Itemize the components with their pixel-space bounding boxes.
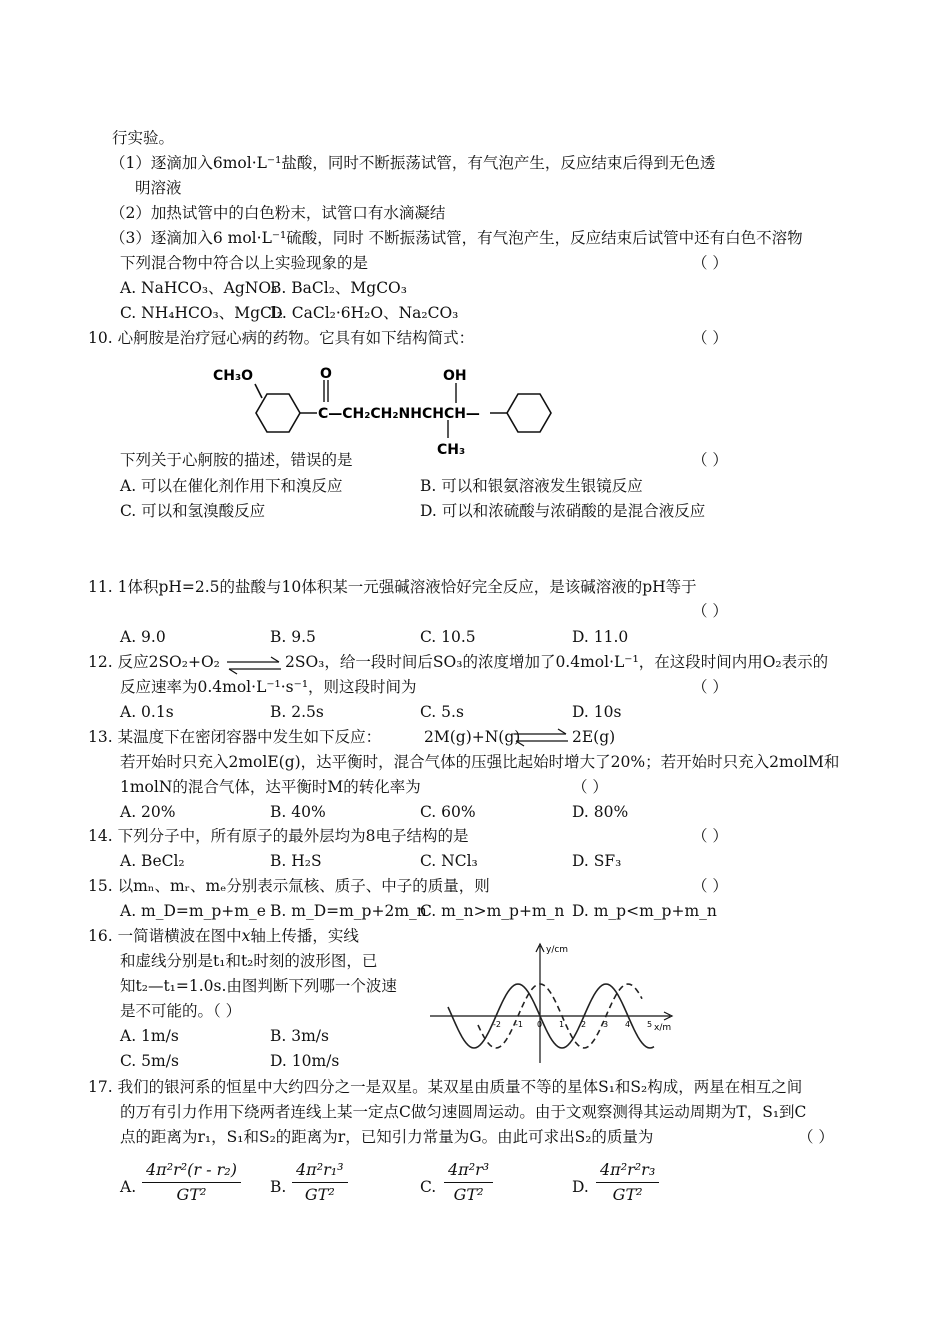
benzene-ring-right xyxy=(507,394,551,432)
q9-option-c: C. NH₄HCO₃、MgCl₂ xyxy=(120,304,284,322)
q9-question: 下列混合物中符合以上实验现象的是 xyxy=(120,254,369,272)
q17-option-a-label: A. xyxy=(120,1178,137,1196)
q13-stem-line3: 1molN的混合气体，达平衡时M的转化率为 xyxy=(120,778,421,796)
q10-option-d: D. 可以和浓硫酸与浓硝酸的是混合液反应 xyxy=(420,502,706,520)
q16-stem-line3: 知t₂—t₁=1.0s.由图判断下列哪一个波速 xyxy=(120,977,397,995)
q14-option-a: A. BeCl₂ xyxy=(120,852,185,870)
q11-stem: 11. 1体积pH=2.5的盐酸与10体积某一元强碱溶液恰好完全反应，是该碱溶液的pH等于 xyxy=(88,578,697,596)
formula-numerator: 4π²r²r₃ xyxy=(596,1160,659,1183)
hydroxyl-label: OH xyxy=(443,368,467,384)
q11-option-a: A. 9.0 xyxy=(120,628,166,646)
q12-option-a: A. 0.1s xyxy=(120,703,174,721)
q16-wave-graph xyxy=(428,938,678,1068)
q16-option-d: D. 10m/s xyxy=(270,1052,340,1070)
benzene-ring-left xyxy=(256,394,300,432)
q14-option-b: B. H₂S xyxy=(270,852,322,870)
x-tick-label: 4 xyxy=(625,1020,631,1029)
reversible-arrow-icon xyxy=(512,728,570,748)
q12-answer-blank: （ ） xyxy=(692,678,728,696)
q13-stem-line2: 若开始时只充入2molE(g)，达平衡时，混合气体的压强比起始时增大了20%；若开始时只充入2molM和 xyxy=(120,753,840,771)
q15-option-c: C. m_n>m_p+m_n xyxy=(420,902,565,920)
q10-question: 下列关于心舸胺的描述，错误的是 xyxy=(120,451,353,469)
q17-stem-line2: 的万有引力作用下绕两者连线上某一定点C做匀速圆周运动。由于文观察测得其运动周期为T，S₁到C xyxy=(120,1103,807,1121)
x-tick-label: 1 xyxy=(559,1020,565,1029)
methoxy-label: CH₃O xyxy=(213,368,254,384)
q12-option-c: C. 5.s xyxy=(420,703,464,721)
q17-option-b-formula xyxy=(292,1160,348,1204)
q12-option-d: D. 10s xyxy=(572,703,622,721)
q14-stem: 14. 下列分子中，所有原子的最外层均为8电子结构的是 xyxy=(88,827,469,845)
q15-answer-blank: （ ） xyxy=(692,877,728,895)
x-tick-label: 3 xyxy=(603,1020,609,1029)
q9-intro-line: 行实验。 xyxy=(112,129,175,147)
q17-option-b-label: B. xyxy=(270,1178,287,1196)
q17-stem-line3: 点的距离为r₁，S₁和S₂的距离为r，已知引力常量为G。由此可求出S₂的质量为 xyxy=(120,1128,654,1146)
q15-option-a: A. m_D=m_p+m_e xyxy=(120,902,266,920)
x-tick-label: 2 xyxy=(581,1020,587,1029)
q13-eq-left: 2M(g)+N(g) xyxy=(424,728,521,746)
x-tick-label: 5 xyxy=(647,1020,653,1029)
x-tick-label: -1 xyxy=(515,1020,523,1029)
q16-option-b: B. 3m/s xyxy=(270,1027,329,1045)
formula-numerator: 4π²r₁³ xyxy=(292,1160,348,1183)
q16-option-a: A. 1m/s xyxy=(120,1027,179,1045)
formula-denominator: GT² xyxy=(304,1185,335,1204)
q13-eq-right: 2E(g) xyxy=(572,728,616,746)
q11-answer-blank: （ ） xyxy=(692,602,728,620)
q10-option-a: A. 可以在催化剂作用下和溴反应 xyxy=(120,477,343,495)
q12-stem-b: 2SO₃，给一段时间后SO₃的浓度增加了0.4mol·L⁻¹，在这段时间内用O₂表示的 xyxy=(285,653,829,671)
q13-stem: 13. 某温度下在密闭容器中发生如下反应： xyxy=(88,728,382,746)
formula-denominator: GT² xyxy=(453,1185,484,1204)
q12-stem-a: 12. 反应2SO₂+O₂ xyxy=(88,653,220,671)
formula-denominator: GT² xyxy=(612,1185,643,1204)
q17-option-c-formula xyxy=(444,1160,493,1204)
q9-option-b: B. BaCl₂、MgCO₃ xyxy=(270,279,407,297)
q10-option-c: C. 可以和氢溴酸反应 xyxy=(120,502,266,520)
formula-numerator: 4π²r²(r - r₂) xyxy=(142,1160,241,1183)
q15-stem: 15. 以mₙ、mᵣ、mₑ分别表示氚核、质子、中子的质量，则 xyxy=(88,877,490,895)
reversible-arrow-icon xyxy=(225,656,283,676)
q17-option-a-formula xyxy=(142,1160,241,1204)
q17-option-c-label: C. xyxy=(420,1178,437,1196)
q13-option-d: D. 80% xyxy=(572,803,629,821)
q12-option-b: B. 2.5s xyxy=(270,703,324,721)
q11-option-d: D. 11.0 xyxy=(572,628,629,646)
q14-answer-blank: （ ） xyxy=(692,827,728,845)
q16-stem-line4: 是不可能的。（ ） xyxy=(120,1002,242,1020)
q9-step3: （3）逐滴加入6 mol·L⁻¹硫酸，同时 不断振荡试管，有气泡产生，反应结束后试管中还有白色不溶物 xyxy=(110,229,803,247)
x-axis-label: x/m xyxy=(654,1023,672,1033)
q9-step1-cont: 明溶液 xyxy=(135,179,182,197)
q17-stem-line1: 17. 我们的银河系的恒星中大约四分之一是双星。某双星由质量不等的星体S₁和S₂构成，两星在相互之间 xyxy=(88,1078,803,1096)
q11-option-c: C. 10.5 xyxy=(420,628,476,646)
q16-stem-line1: 16. 一简谐横波在图中x轴上传播，实线 xyxy=(88,927,359,945)
q15-option-b: B. m_D=m_p+2m_n xyxy=(270,902,427,920)
q10-structure-diagram xyxy=(205,358,565,458)
q10-answer-blank: （ ） xyxy=(692,329,728,347)
q16-stem-line2: 和虚线分别是t₁和t₂时刻的波形图，已 xyxy=(120,952,378,970)
q9-option-a: A. NaHCO₃、AgNO₃ xyxy=(120,279,278,297)
formula-numerator: 4π²r³ xyxy=(444,1160,493,1183)
carbonyl-o-label: O xyxy=(320,366,332,382)
q10-stem: 10. 心舸胺是治疗冠心病的药物。它具有如下结构简式： xyxy=(88,329,475,347)
chain-label: C—CH₂CH₂NHCHCH— xyxy=(318,406,480,422)
q14-option-c: C. NCl₃ xyxy=(420,852,478,870)
q14-option-d: D. SF₃ xyxy=(572,852,622,870)
q16-option-c: C. 5m/s xyxy=(120,1052,179,1070)
q12-stem-line2: 反应速率为0.4mol·L⁻¹·s⁻¹，则这段时间为 xyxy=(120,678,417,696)
q9-answer-blank: （ ） xyxy=(692,254,728,272)
q17-option-d-label: D. xyxy=(572,1178,589,1196)
methyl-label: CH₃ xyxy=(437,442,466,458)
q13-answer-blank: （ ） xyxy=(572,778,608,796)
q13-option-c: C. 60% xyxy=(420,803,476,821)
q17-answer-blank: （ ） xyxy=(798,1128,834,1146)
q10-option-b: B. 可以和银氨溶液发生银镜反应 xyxy=(420,477,643,495)
q15-option-d: D. m_p<m_p+m_n xyxy=(572,902,717,920)
q9-step1: （1）逐滴加入6mol·L⁻¹盐酸，同时不断振荡试管，有气泡产生，反应结束后得到无色透 xyxy=(110,154,716,172)
q13-option-a: A. 20% xyxy=(120,803,176,821)
y-axis-label: y/cm xyxy=(546,945,569,955)
formula-denominator: GT² xyxy=(176,1185,207,1204)
q11-option-b: B. 9.5 xyxy=(270,628,316,646)
q17-option-d-formula xyxy=(596,1160,659,1204)
q10-answer-blank-2: （ ） xyxy=(692,451,728,469)
q9-step2: （2）加热试管中的白色粉末，试管口有水滴凝结 xyxy=(110,204,446,222)
x-tick-label: 0 xyxy=(537,1020,543,1029)
q13-option-b: B. 40% xyxy=(270,803,326,821)
x-tick-label: -2 xyxy=(493,1020,501,1029)
q9-option-d: D. CaCl₂·6H₂O、Na₂CO₃ xyxy=(270,304,459,322)
